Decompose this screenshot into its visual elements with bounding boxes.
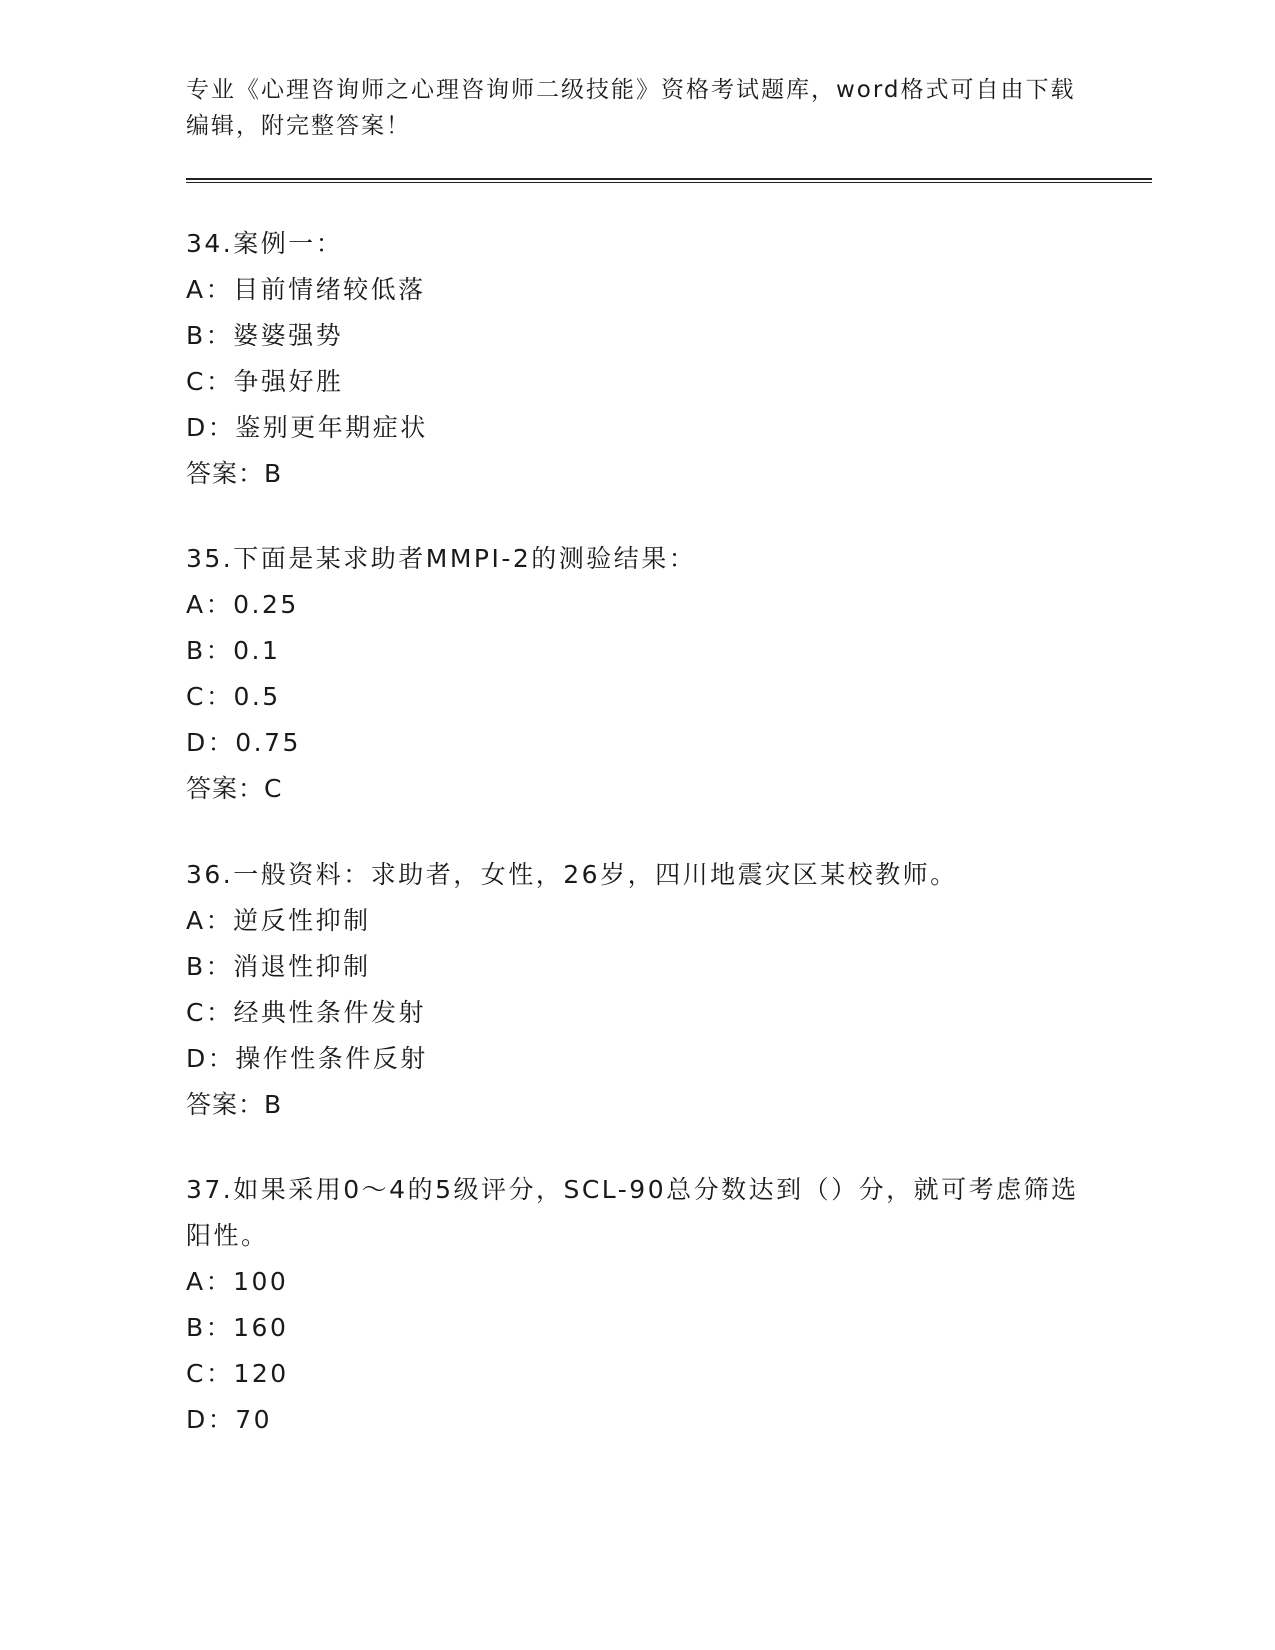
option-d: D：70: [186, 1405, 273, 1434]
option-c: C：经典性条件发射: [186, 998, 426, 1027]
answer-label: 答案：C: [186, 774, 283, 803]
question-stem: 37.如果采用0～4的5级评分，SCL-90总分数达到（）分，就可考虑筛选阳性。: [186, 1175, 1079, 1250]
answer-label: 答案：B: [186, 1090, 283, 1119]
option-d: D：鉴别更年期症状: [186, 413, 428, 442]
document-intro: 专业《心理咨询师之心理咨询师二级技能》资格考试题库，word格式可自由下载编辑，附完整答案！: [186, 77, 1076, 139]
option-b: B：婆婆强势: [186, 321, 344, 350]
option-a: A：100: [186, 1267, 289, 1296]
question-37: [186, 1167, 1086, 1443]
option-b: B：0.1: [186, 636, 281, 665]
option-d: D：0.75: [186, 728, 301, 757]
question-stem: 36.一般资料：求助者，女性，26岁，四川地震灾区某校教师。: [186, 860, 958, 889]
question-34: [186, 221, 1086, 497]
option-c: C：0.5: [186, 682, 281, 711]
option-b: B：消退性抑制: [186, 952, 371, 981]
question-stem: 34.案例一：: [186, 229, 344, 258]
option-d: D：操作性条件反射: [186, 1044, 428, 1073]
option-c: C：争强好胜: [186, 367, 344, 396]
option-a: A：0.25: [186, 590, 299, 619]
answer-label: 答案：B: [186, 459, 283, 488]
option-c: C：120: [186, 1359, 289, 1388]
question-35: [186, 536, 1086, 812]
option-a: A：逆反性抑制: [186, 906, 371, 935]
option-b: B：160: [186, 1313, 289, 1342]
question-stem: 35.下面是某求助者MMPI-2的测验结果：: [186, 544, 697, 573]
question-36: [186, 852, 1086, 1128]
option-a: A：目前情绪较低落: [186, 275, 426, 304]
header-divider: [186, 178, 1152, 183]
